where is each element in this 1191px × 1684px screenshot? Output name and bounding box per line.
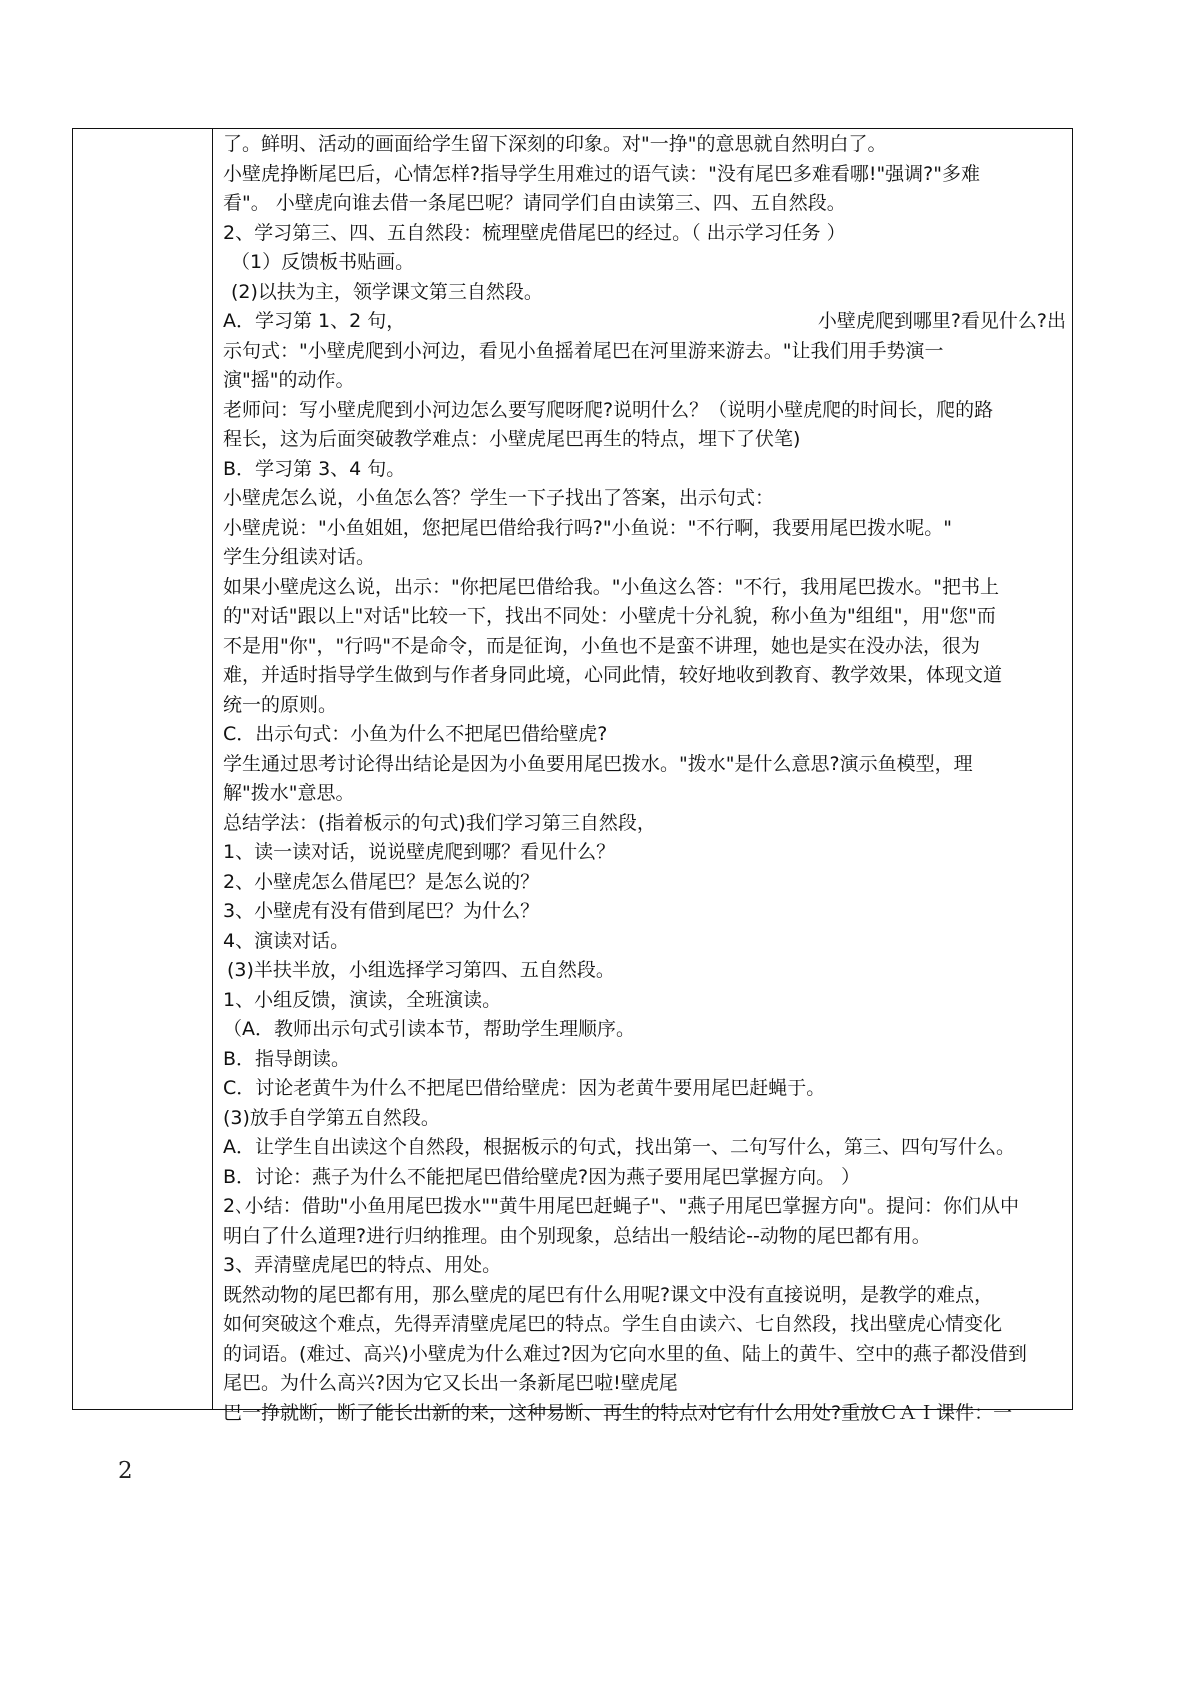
text-line: 小壁虎说："小鱼姐姐，您把尾巴借给我行吗?"小鱼说："不行啊，我要用尾巴拨水呢。"	[223, 516, 953, 539]
text-line: (3)半扶半放，小组选择学习第四、五自然段。	[227, 959, 615, 981]
text-line: 演"摇"的动作。	[223, 369, 355, 391]
text-line: （1）反馈板书贴画。	[231, 251, 415, 273]
page-number: 2	[118, 1458, 133, 1484]
text-line: (3)放手自学第五自然段。	[223, 1106, 440, 1129]
text-line-left: A．学习第 1、2 句，	[223, 310, 406, 332]
text-line: 2、学习第三、四、五自然段：梳理壁虎借尾巴的经过。（ 出示学习任务 ）	[223, 221, 846, 244]
text-line: （A．教师出示句式引读本节，帮助学生理顺序。	[223, 1018, 635, 1040]
text-line: 总结学法：(指着板示的句式)我们学习第三自然段，	[223, 811, 656, 834]
text-line: B．学习第 3、4 句。	[223, 457, 406, 480]
text-line: 程长，这为后面突破教学难点：小壁虎尾巴再生的特点，埋下了伏笔)	[223, 428, 801, 450]
text-line: 的"对话"跟以上"对话"比较一下，找出不同处：小壁虎十分礼貌，称小鱼为"组组"，用"您"而	[223, 605, 996, 627]
text-line: 1、小组反馈，演读，全班演读。	[223, 988, 502, 1011]
table-left-column	[73, 129, 213, 1409]
text-line: 既然动物的尾巴都有用，那么壁虎的尾巴有什么用呢?课文中没有直接说明，是教学的难点，	[223, 1283, 994, 1306]
text-line: 如果小壁虎这么说，出示："你把尾巴借给我。"小鱼这么答："不行，我用尾巴拨水。"把书上	[223, 575, 999, 598]
text-line: 看"。 小壁虎向谁去借一条尾巴呢？请同学们自由读第三、四、五自然段。	[223, 192, 846, 214]
text-line: 老师问：写小壁虎爬到小河边怎么要写爬呀爬?说明什么？（说明小壁虎爬的时间长，爬的路	[223, 398, 994, 421]
text-line: B．讨论：燕子为什么不能把尾巴借给壁虎?因为燕子要用尾巴掌握方向。 ）	[223, 1165, 861, 1188]
text-line: 的词语。(难过、高兴)小壁虎为什么难过?因为它向水里的鱼、陆上的黄牛、空中的燕子都没借到	[223, 1342, 1027, 1365]
text-line: 明白了什么道理?进行归纳推理。由个别现象，总结出一般结论--动物的尾巴都有用。	[223, 1224, 931, 1247]
text-line: 示句式："小壁虎爬到小河边，看见小鱼摇着尾巴在河里游来游去。"让我们用手势演一	[223, 339, 944, 362]
text-line: C．讨论老黄牛为什么不把尾巴借给壁虎：因为老黄牛要用尾巴赶蝇于。	[223, 1077, 826, 1099]
text-line: 小壁虎怎么说，小鱼怎么答？学生一下子找出了答案，出示句式：	[223, 487, 775, 509]
text-line: A．让学生自出读这个自然段，根据板示的句式，找出第一、二句写什么，第三、四句写什么。	[223, 1136, 1016, 1158]
lesson-plan-table	[72, 128, 1073, 1424]
text-line: 4、演读对话。	[223, 929, 350, 952]
text-line: 解"拨水"意思。	[223, 782, 355, 804]
text-line: 小壁虎挣断尾巴后，心情怎样?指导学生用难过的语气读："没有尾巴多难看哪!"强调?"多难	[223, 162, 981, 185]
text-line: 3、小壁虎有没有借到尾巴？为什么？	[223, 900, 540, 922]
text-line: 2､小结：借助"小鱼用尾巴拨水""黄牛用尾巴赶蝇子"、"燕子用尾巴掌握方向"。提问：你们从中	[223, 1195, 1020, 1217]
text-line: 学生通过思考讨论得出结论是因为小鱼要用尾巴拨水。"拨水"是什么意思?演示鱼模型，理	[223, 752, 973, 775]
text-line: 尾巴。为什么高兴?因为它又长出一条新尾巴啦!壁虎尾	[223, 1372, 678, 1394]
text-line: (2)以扶为主，领学课文第三自然段。	[231, 280, 543, 303]
table-content-cell	[214, 129, 1072, 1424]
text-line: 3、弄清壁虎尾巴的特点、用处。	[223, 1254, 502, 1276]
text-line: B．指导朗读。	[223, 1047, 351, 1070]
text-line: 1、读一读对话，说说壁虎爬到哪？看见什么？	[223, 841, 616, 863]
text-line: 巴一挣就断，断了能长出新的来，这种易断、再生的特点对它有什么用处?重放ＣＡＩ课件：一	[223, 1401, 1013, 1424]
text-line: 不是用"你"，"行吗"不是命令，而是征询，小鱼也不是蛮不讲理，她也是实在没办法，很为	[223, 634, 980, 657]
text-line-split	[223, 307, 1066, 337]
text-line: 学生分组读对话。	[223, 546, 376, 568]
text-line: 如何突破这个难点，先得弄清壁虎尾巴的特点。学生自由读六、七自然段，找出壁虎心情变化	[223, 1313, 1003, 1335]
text-line: 难，并适时指导学生做到与作者身同此境，心同此情，较好地收到教育、教学效果，体现文道	[223, 664, 1003, 686]
text-line-right: 小壁虎爬到哪里?看见什么?出	[817, 310, 1066, 332]
text-line: 了。鲜明、活动的画面给学生留下深刻的印象。对"一挣"的意思就自然明白了。	[223, 133, 887, 155]
text-line: 统一的原则。	[223, 693, 338, 716]
text-line: 2、小壁虎怎么借尾巴？是怎么说的？	[223, 870, 540, 893]
text-line: C．出示句式：小鱼为什么不把尾巴借给壁虎?	[223, 723, 608, 745]
